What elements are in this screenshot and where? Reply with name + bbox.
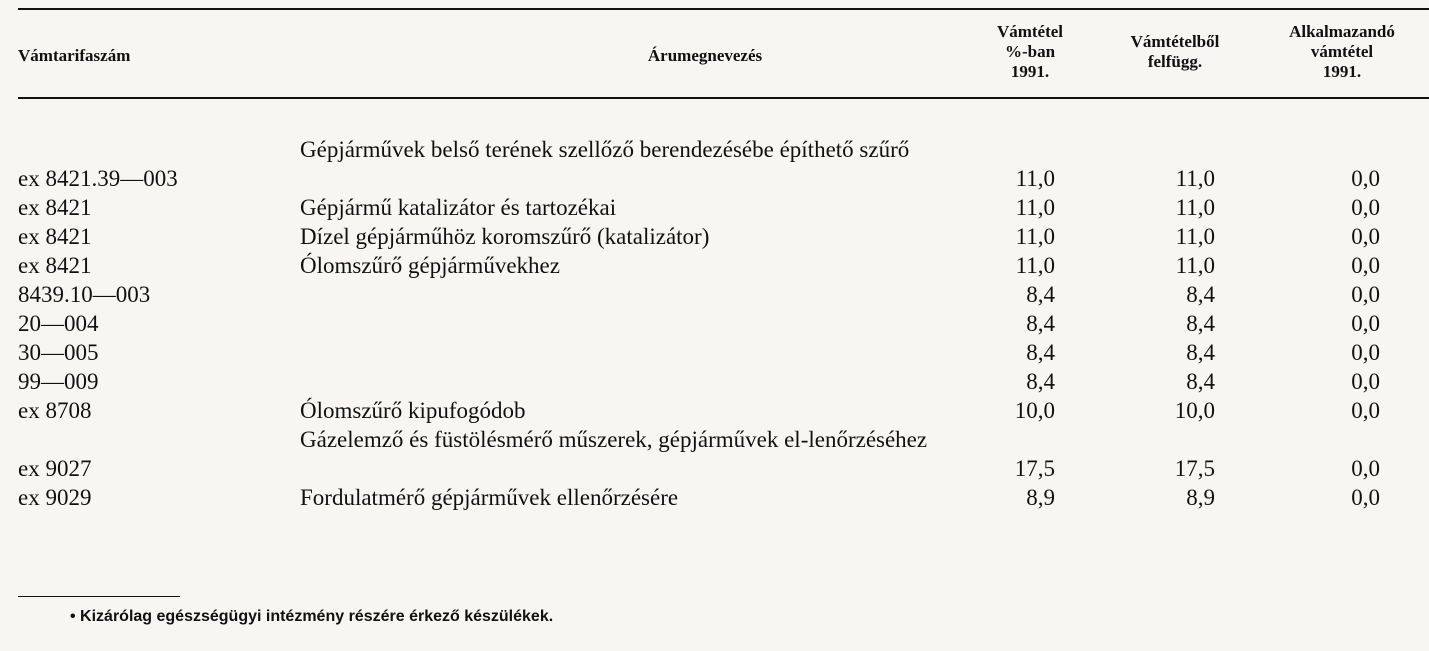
- description-cell: Fordulatmérő gépjárművek ellenőrzésére: [300, 485, 679, 510]
- suspended-cell: 10,0: [1174, 398, 1215, 423]
- header-rate-line-2: %-ban: [1004, 42, 1056, 61]
- table-row: [18, 338, 1380, 367]
- description-cell: Ólomszűrő kipufogódob: [300, 398, 526, 423]
- suspended-cell: 11,0: [1175, 253, 1215, 278]
- description-cell: Gépjárművek belső terének szellőző berendezésébe építhető szűrő: [300, 137, 910, 162]
- header-suspended-line-1: Vámtételből: [1130, 32, 1220, 51]
- tariff-code-cell: ex 8421.39—003: [18, 166, 178, 191]
- applied-rate-cell: 0,0: [1351, 311, 1380, 336]
- suspended-cell: 8,4: [1186, 369, 1215, 394]
- applied-rate-cell: 0,0: [1351, 224, 1380, 249]
- suspended-cell: 8,4: [1186, 311, 1215, 336]
- description-cell: [300, 309, 960, 338]
- table-row: [18, 367, 1380, 396]
- rate-cell: 17,5: [1014, 456, 1055, 481]
- applied-rate-cell: 0,0: [1351, 398, 1380, 423]
- rate-cell: 11,0: [1015, 253, 1055, 278]
- header-suspended-line-2: felfügg.: [1147, 52, 1203, 71]
- header-rate-line-1: Vámtétel: [996, 22, 1064, 41]
- tariff-code-cell: 20—004: [18, 311, 99, 336]
- tariff-code-cell: ex 8421: [18, 195, 92, 220]
- header-applied-line-2: vámtétel: [1310, 42, 1374, 61]
- header-description: Árumegnevezés: [647, 46, 763, 65]
- tariff-table: [18, 135, 1380, 512]
- table-row: [18, 280, 1380, 309]
- suspended-cell: 8,9: [1186, 485, 1215, 510]
- applied-rate-cell: 0,0: [1351, 195, 1380, 220]
- rate-cell: 8,4: [1026, 340, 1055, 365]
- suspended-cell: 11,0: [1175, 166, 1215, 191]
- applied-rate-cell: 0,0: [1351, 456, 1380, 481]
- rate-cell: 8,4: [1026, 311, 1055, 336]
- table-row: [18, 483, 1380, 512]
- header-applied-line-3: 1991.: [1322, 62, 1362, 81]
- tariff-code-cell: 8439.10—003: [18, 282, 151, 307]
- rate-cell: 11,0: [1015, 195, 1055, 220]
- tariff-code-cell: 30—005: [18, 340, 99, 365]
- rate-cell: 8,9: [1026, 485, 1055, 510]
- description-cell: [300, 367, 960, 396]
- tariff-code-cell: ex 8708: [18, 398, 92, 423]
- description-cell: Gázelemző és füstölésmérő műszerek, gépjárművek el-lenőrzéséhez: [300, 427, 928, 452]
- footnote: • Kizárólag egészségügyi intézmény részére érkező készülékek.: [70, 608, 554, 625]
- rate-cell: 8,4: [1026, 282, 1055, 307]
- suspended-cell: 8,4: [1186, 282, 1215, 307]
- description-cell: Gépjármű katalizátor és tartozékai: [300, 195, 617, 220]
- applied-rate-cell: 0,0: [1351, 340, 1380, 365]
- rate-cell: 8,4: [1026, 369, 1055, 394]
- applied-rate-cell: 0,0: [1351, 282, 1380, 307]
- description-cell: Ólomszűrő gépjárművekhez: [300, 253, 560, 278]
- header-applied-line-1: Alkalmazandó: [1289, 22, 1395, 41]
- applied-rate-cell: 0,0: [1351, 369, 1380, 394]
- header-rate: [960, 22, 1100, 82]
- tariff-code-cell: 99—009: [18, 369, 99, 394]
- applied-rate-cell: 0,0: [1351, 166, 1380, 191]
- description-cell: [300, 338, 960, 367]
- suspended-cell: 11,0: [1175, 195, 1215, 220]
- rate-cell: 11,0: [1015, 166, 1055, 191]
- description-cell: Dízel gépjárműhöz koromszűrő (katalizátor): [300, 224, 710, 249]
- tariff-code-cell: ex 8421: [18, 224, 92, 249]
- rate-cell: 10,0: [1014, 398, 1055, 423]
- top-rule: [18, 8, 1429, 10]
- table-row: [18, 222, 1380, 251]
- header-rate-line-3: 1991.: [1010, 62, 1050, 81]
- rate-cell: 11,0: [1015, 224, 1055, 249]
- table-row: [18, 135, 1380, 193]
- tariff-code-cell: ex 9029: [18, 485, 92, 510]
- suspended-cell: 11,0: [1175, 224, 1215, 249]
- header-rule: [18, 97, 1429, 99]
- table-row: [18, 309, 1380, 338]
- tariff-code-cell: ex 9027: [18, 456, 92, 481]
- applied-rate-cell: 0,0: [1351, 485, 1380, 510]
- table-row: [18, 193, 1380, 222]
- table-row: [18, 251, 1380, 280]
- header-suspended: [1105, 32, 1245, 72]
- table-row: [18, 396, 1380, 425]
- tariff-code-cell: ex 8421: [18, 253, 92, 278]
- description-cell: [300, 280, 960, 309]
- header-code: Vámtarifaszám: [18, 46, 131, 65]
- applied-rate-cell: 0,0: [1351, 253, 1380, 278]
- suspended-cell: 8,4: [1186, 340, 1215, 365]
- suspended-cell: 17,5: [1174, 456, 1215, 481]
- footnote-rule: [18, 596, 180, 597]
- table-row: [18, 425, 1380, 483]
- header-applied: [1262, 22, 1422, 82]
